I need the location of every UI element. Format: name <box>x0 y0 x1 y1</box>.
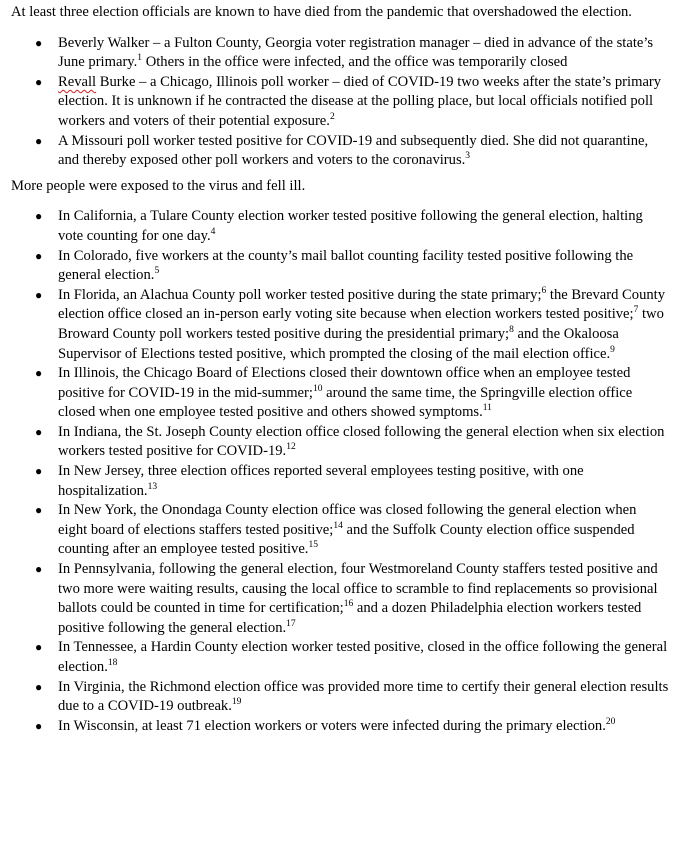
footnote-ref[interactable]: 18 <box>107 658 118 668</box>
footnote-ref[interactable]: 7 <box>633 305 639 316</box>
bullet-icon: ● <box>35 679 43 694</box>
bullet-icon: ● <box>35 562 43 577</box>
list-item: ● In Tennessee, a Hardin County election worker tested positive, closed in the office following the general election.$^{18}$ <box>35 639 668 675</box>
footnote-ref[interactable]: 8 <box>509 324 514 335</box>
misspelled-word[interactable]: Revall <box>58 73 97 90</box>
list-item: ● Beverly Walker – a Fulton County, Georgia voter registration manager – died in advance of the state’s June primary.$^1$ Others in the office were infected, and the office was temporarily closed <box>35 34 654 71</box>
list-item: ● In Indiana, the St. Joseph County election office closed following the general election when six election workers tested positive for COVID-19.12 <box>35 423 665 460</box>
list-item: ● In Virginia, the Richmond election office was provided more time to certify their general election results due to a COVID-19 outbreak.$^{19}$ <box>35 678 669 715</box>
list-item: ● In Florida, an Alachua County poll worker tested positive during the state primary;$^6$ the Brevard County election office closed an in-person early voting site because when election workers tested positive;$^7$ two Broward County poll workers tested positive during the presidential primary;$^8$ and the Okaloosa Supervisor of Elections tested positive, which prompted the closing of the mail election office.$^9$ <box>35 285 666 362</box>
bullet-icon: ● <box>35 503 43 518</box>
footnote-ref[interactable]: 12 <box>286 442 296 453</box>
footnote-ref[interactable]: 6 <box>541 285 547 296</box>
section-paragraph: More people were exposed to the virus and fell ill. <box>11 177 306 194</box>
footnote-ref[interactable]: 13 <box>147 481 158 492</box>
bullet-icon: ● <box>35 424 43 439</box>
footnote-ref[interactable]: 1 <box>137 53 143 64</box>
footnote-ref[interactable]: 3 <box>465 151 471 162</box>
bullet-icon: ● <box>35 464 43 479</box>
footnote-ref[interactable]: 15 <box>308 540 318 551</box>
list-item: ● In Pennsylvania, following the general election, four Westmoreland County staffers tested positive and two more were waiting results, causing the local office to scramble to find replacements so provisional ballots could be counted in time for certification;$^{16}$ and a dozen Philadelphia election workers tested positive following the general election.$^{17}$ <box>35 561 658 636</box>
footnote-ref[interactable]: 5 <box>154 266 160 277</box>
bullet-icon: ● <box>35 133 43 148</box>
deaths-list <box>11 34 673 171</box>
list-item: ● In Wisconsin, at least 71 election workers or voters were infected during the primary election.$^{20}$ <box>11 717 673 737</box>
bullet-icon: ● <box>35 209 43 224</box>
footnote-ref[interactable]: 19 <box>231 697 242 708</box>
bullet-icon: ● <box>35 35 43 50</box>
list-item: ● In New York, the Onondaga County election office was closed following the general election when eight board of elections staffers tested positive;$^{14}$ and the Suffolk County election office suspended counting after an employee tested positive.$^{15}$ <box>35 502 637 558</box>
footnote-ref[interactable]: 2 <box>329 111 335 122</box>
list-item: ● In New Jersey, three election offices reported several employees testing positive, with one hospitalization.$^{13}$ <box>35 463 584 499</box>
bullet-icon: ● <box>35 248 43 263</box>
bullet-icon: ● <box>35 287 43 302</box>
list-item: ● Revall Burke – a Chicago, Illinois poll worker – died of COVID-19 two weeks after the state’s primary election. It is unknown if he contracted the disease at the polling place, but local officials notified poll workers and voters of their potential exposure.$^2$ <box>35 73 662 129</box>
footnote-ref[interactable]: 20 <box>605 716 616 727</box>
intro-paragraph: At least three election officials are known to have died from the pandemic that overshadowed the election. <box>11 4 632 20</box>
footnote-ref[interactable]: 14 <box>333 520 343 531</box>
footnote-ref[interactable]: 16 <box>343 599 354 610</box>
bullet-icon: ● <box>35 640 43 655</box>
footnote-ref[interactable]: 17 <box>286 618 296 629</box>
footnote-ref[interactable]: 10 <box>312 383 323 394</box>
list-item: ● In Colorado, five workers at the county’s mail ballot counting facility tested positive following the general election.$^5$ <box>35 247 634 284</box>
footnote-ref[interactable]: 9 <box>610 344 615 355</box>
list-item: ● In Illinois, the Chicago Board of Elections closed their downtown office when an employee tested positive for COVID-19 in the mid-summer;$^{10}$ around the same time, the Springville election office closed when one employee tested positive and others showed symptoms.$^{11}$ <box>35 365 633 421</box>
footnote-ref[interactable]: 4 <box>210 226 216 237</box>
exposures-list <box>11 207 673 736</box>
footnote-ref[interactable]: 11 <box>482 403 492 414</box>
bullet-icon: ● <box>35 718 43 733</box>
bullet-icon: ● <box>35 366 43 381</box>
list-item: ● A Missouri poll worker tested positive for COVID-19 and subsequently died. She did not quarantine, and thereby exposed other poll workers and voters to the coronavirus.$^3$ <box>35 132 649 169</box>
list-item: ● In California, a Tulare County election worker tested positive following the general election, halting vote counting for one day.$^4$ <box>35 208 643 244</box>
bullet-icon: ● <box>35 74 43 89</box>
